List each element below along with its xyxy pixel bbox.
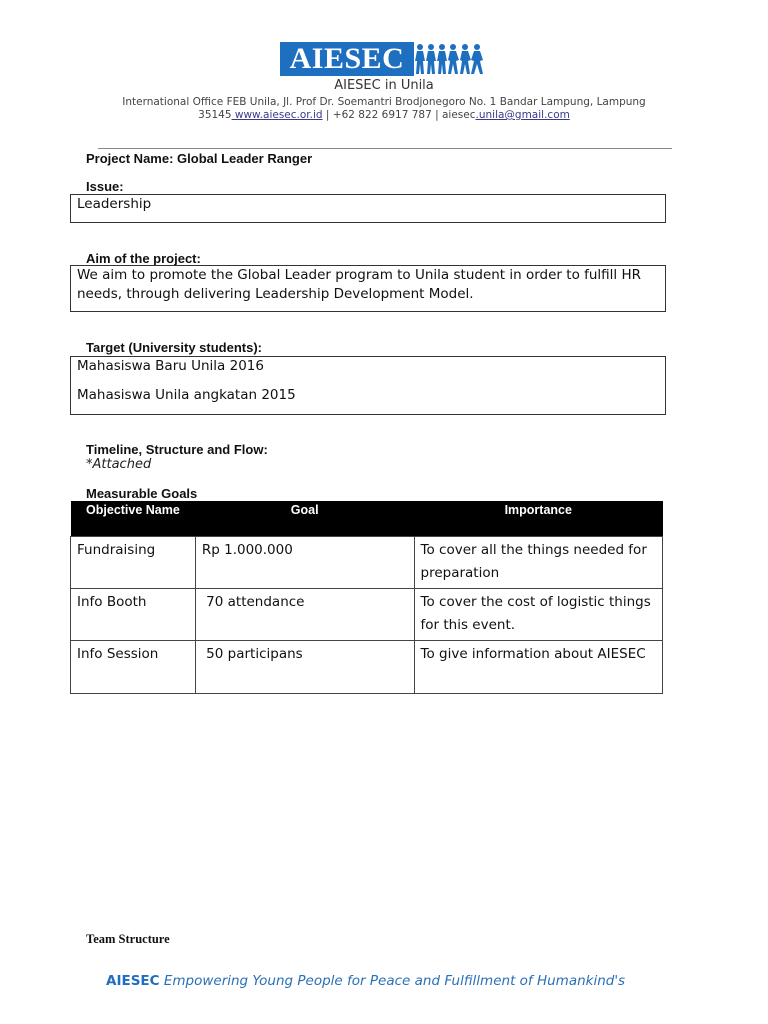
footer bbox=[106, 973, 625, 989]
people-icon bbox=[414, 42, 488, 76]
table-cell: 70 attendance bbox=[195, 589, 414, 641]
issue-value: Leadership bbox=[77, 196, 152, 212]
table-cell: Info Session bbox=[71, 641, 196, 694]
aim-label: Aim of the project: bbox=[86, 251, 201, 266]
target-line-2: Mahasiswa Unila angkatan 2015 bbox=[77, 387, 296, 403]
timeline-label: Timeline, Structure and Flow: bbox=[86, 442, 268, 457]
website-link[interactable]: www.aiesec.or.id bbox=[231, 109, 323, 121]
table-cell: 50 participans bbox=[195, 641, 414, 694]
goals-label: Measurable Goals bbox=[86, 486, 198, 501]
table-cell: To cover all the things needed for preparation bbox=[414, 537, 662, 589]
table-cell: Info Booth bbox=[71, 589, 196, 641]
target-line-1: Mahasiswa Baru Unila 2016 bbox=[77, 358, 264, 374]
aiesec-logo bbox=[280, 42, 488, 76]
table-row bbox=[71, 537, 663, 589]
org-name: AIESEC in Unila bbox=[334, 78, 434, 93]
target-label: Target (University students): bbox=[86, 340, 263, 355]
column-header: Importance bbox=[414, 501, 662, 537]
table-cell: Rp 1.000.000 bbox=[195, 537, 414, 589]
issue-label: Issue: bbox=[86, 179, 124, 194]
team-structure-heading: Team Structure bbox=[86, 932, 170, 946]
column-header: Objective Name bbox=[71, 501, 196, 537]
address-contact-line bbox=[0, 109, 768, 121]
footer-brand: AIESEC bbox=[106, 973, 160, 989]
issue-box bbox=[70, 194, 666, 223]
table-cell: To cover the cost of logistic things for this event. bbox=[414, 589, 662, 641]
table-row bbox=[71, 641, 663, 694]
zip-code: 35145 bbox=[198, 109, 232, 121]
timeline-value: *Attached bbox=[86, 457, 152, 472]
goals-table bbox=[70, 501, 663, 694]
target-box bbox=[70, 356, 666, 415]
footer-tagline: Empowering Young People for Peace and Fulfillment of Humankind's bbox=[159, 973, 626, 989]
header-divider bbox=[98, 148, 672, 149]
table-cell: To give information about AIESEC bbox=[414, 641, 662, 694]
address-line: International Office FEB Unila, Jl. Prof Dr. Soemantri Brodjonegoro No. 1 Bandar Lampung, Lampung bbox=[122, 96, 646, 108]
phone-text: | +62 822 6917 787 | aiesec bbox=[322, 109, 476, 121]
aim-value: We aim to promote the Global Leader program to Unila student in order to fulfill HR needs, through delivering Leadership Development Model. bbox=[77, 267, 642, 302]
aim-box bbox=[70, 265, 666, 312]
table-row bbox=[71, 589, 663, 641]
project-name: Project Name: Global Leader Ranger bbox=[86, 151, 313, 166]
table-header-row bbox=[71, 501, 663, 537]
table-cell: Fundraising bbox=[71, 537, 196, 589]
logo-text: AIESEC bbox=[280, 42, 414, 76]
email-link[interactable]: .unila@gmail.com bbox=[475, 109, 570, 121]
column-header: Goal bbox=[195, 501, 414, 537]
